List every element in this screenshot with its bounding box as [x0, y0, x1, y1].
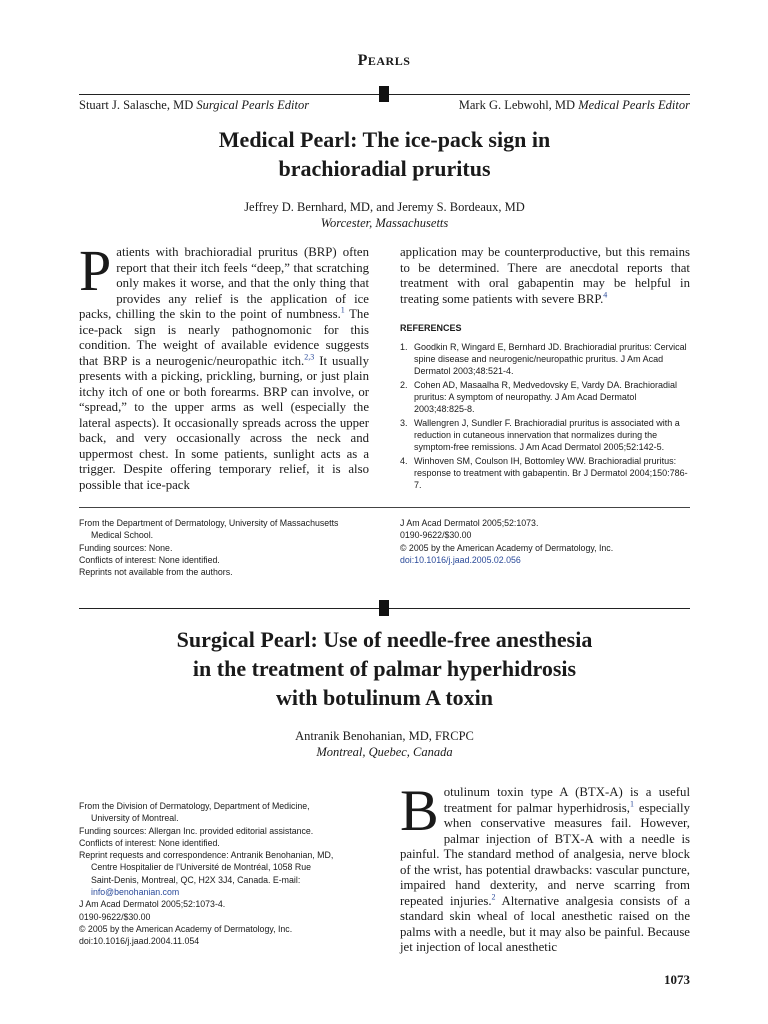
article2-footnote: From the Division of Dermatology, Department of Medicine, University of Montreal. Funding sources: Allergan Inc. provided editorial assistance. Conflicts of interest: None identified. Reprint requests and correspondence: Antranik Benohanian, MD, Centre Hospitalier de l’Université de Montréal, 1058 Rue Saint-Denis, Montreal, QC, H2X 3J4, Canada. E-mail: info@benohanian.com J Am Acad Dermatol 2005;52:1073-4. 0190-9622/$30.00 © 2005 by the American Academy of Dermatology, Inc. doi:10.1016/j.jaad.2004.11.054	[79, 800, 374, 948]
section-title: PEARLS	[357, 52, 411, 69]
article1-footnote-left: From the Department of Dermatology, University of Massachusetts Medical School. Funding sources: None. Conflicts of interest: None identified. Reprints not available from the authors.	[79, 518, 339, 578]
references-list	[400, 341, 690, 491]
article1-authors: Jeffrey D. Bernhard, MD, and Jeremy S. Bordeaux, MD Worcester, Massachusetts	[244, 200, 525, 230]
reference-item: 4. Winhoven SM, Coulson IH, Bottomley WW. Brachioradial pruritus: response to treatment with gabapentin. Br J Dermatol 2004;150:786-7.	[400, 455, 688, 490]
editor-right: Mark G. Lebwohl, MD Medical Pearls Editor	[458, 98, 690, 112]
article2-title: Surgical Pearl: Use of needle-free anesthesia in the treatment of palmar hyperhidrosis with botulinum A toxin	[176, 627, 593, 710]
citation-link[interactable]: 1	[629, 799, 634, 809]
article1-title: Medical Pearl: The ice-pack sign in brachioradial pruritus	[218, 127, 551, 181]
doi-link[interactable]: doi:10.1016/j.jaad.2005.02.056	[400, 554, 521, 565]
article2-body: Botulinum toxin type A (BTX-A) is a useful treatment for palmar hyperhidrosis,$^1$ especially when conservative measures fail. However, palmar injection of BTX-A with a needle is painful. The standard method of analgesia, nerve block of the wrist, has potential drawbacks: vascular puncture, impaired hand dexterity, and nerve scarring from repeated injuries.$^2$ Alternative analgesia consists of a standard skin wheal of local anesthetic raised on the palms with a needle, but it may also be painful. Because jet injection of local anesthetic	[400, 778, 690, 954]
rule-marker	[379, 600, 389, 616]
article1-footnote-right: J Am Acad Dermatol 2005;52:1073. 0190-9622/$30.00 © 2005 by the American Academy of Dermatology, Inc. doi:10.1016/j.jaad.2005.02.056	[400, 517, 690, 566]
article1-body-col2: application may be counterproductive, but this remains to be determined. There are anecdotal reports that treatment with oral gabapentin may be helpful in treating some patients with severe BRP.$^4$ REFERENCES 1. Goodkin R, Wingard E, Bernhard JD. Brachioradial pruritus: Cervical spine disease and neurogenic/neuropathic pruritus. J Am Acad Dermatol 2003;48:521-4. 2. Cohen AD, Masaalha R, Medvedovsky E, Vardy DA. Brachioradial pruritus: A symptom of neuropathy. J Am Acad Dermatol 2003;48:825-8. 3. Wallengren J, Sundler F. Brachioradial pruritus is associated with a reduction in cutaneous innervation that normalizes during the symptom-free remissions. J Am Acad Dermatol 2005;52:142-5. 4. Winhoven SM, Coulson IH, Bottomley WW. Brachioradial pruritus: response to treatment with gabapentin. Br J Dermatol 2004;150:786-7.	[400, 245, 690, 490]
citation-link[interactable]: 2	[491, 892, 496, 902]
footnote-rule	[79, 507, 690, 508]
dropcap: B	[400, 778, 439, 843]
editor-left: Stuart J. Salasche, MD Surgical Pearls Editor	[79, 98, 310, 112]
references-heading: REFERENCES	[400, 323, 462, 333]
citation-link[interactable]: 2,3	[304, 352, 315, 362]
doi-link[interactable]: doi:10.1016/j.jaad.2004.11.054	[79, 936, 200, 947]
reference-item: 3. Wallengren J, Sundler F. Brachioradial pruritus is associated with a reduction in cutaneous innervation that normalizes during the symptom-free remissions. J Am Acad Dermatol 2005;52:142-5.	[400, 417, 680, 452]
citation-link[interactable]: 1	[340, 305, 345, 315]
article1-body-col1: Patients with brachioradial pruritus (BRP) often report that their itch feels “deep,” that scratching only makes it worse, and that the only thing that provides any relief is the application of ice packs, chilling the skin to the point of numbness.$^1$ The ice-pack sign is nearly pathognomonic for this condition. The weight of available evidence suggests that BRP is a neurogenic/neuropathic itch.$^{2,3}$ It usually presents with a picking, prickling, burning, or just plain itchy itch of one or both forearms. BRP can involve, or “spread,” to the upper arms as well (especially the lateral aspects). It occasionally spreads across the upper back, and very occasionally across the neck and uppermost chest. In some patients, sunlight acts as a trigger. Despite offering temporary relief, it is also possible that ice-pack	[79, 238, 370, 492]
dropcap: P	[79, 238, 112, 303]
rule-marker	[379, 86, 389, 102]
reference-item: 1. Goodkin R, Wingard E, Bernhard JD. Brachioradial pruritus: Cervical spine disease and neurogenic/neuropathic pruritus. J Am Acad Dermatol 2003;48:521-4.	[400, 341, 687, 376]
citation-link[interactable]: 4	[603, 290, 608, 300]
page-number: 1073	[664, 972, 690, 987]
email-link[interactable]: info@benohanian.com	[91, 887, 180, 898]
article2-authors: Antranik Benohanian, MD, FRCPC Montreal, Quebec, Canada	[295, 729, 474, 759]
reference-item: 2. Cohen AD, Masaalha R, Medvedovsky E, Vardy DA. Brachioradial pruritus: A symptom of neuropathy. J Am Acad Dermatol 2003;48:825-8.	[400, 379, 677, 414]
